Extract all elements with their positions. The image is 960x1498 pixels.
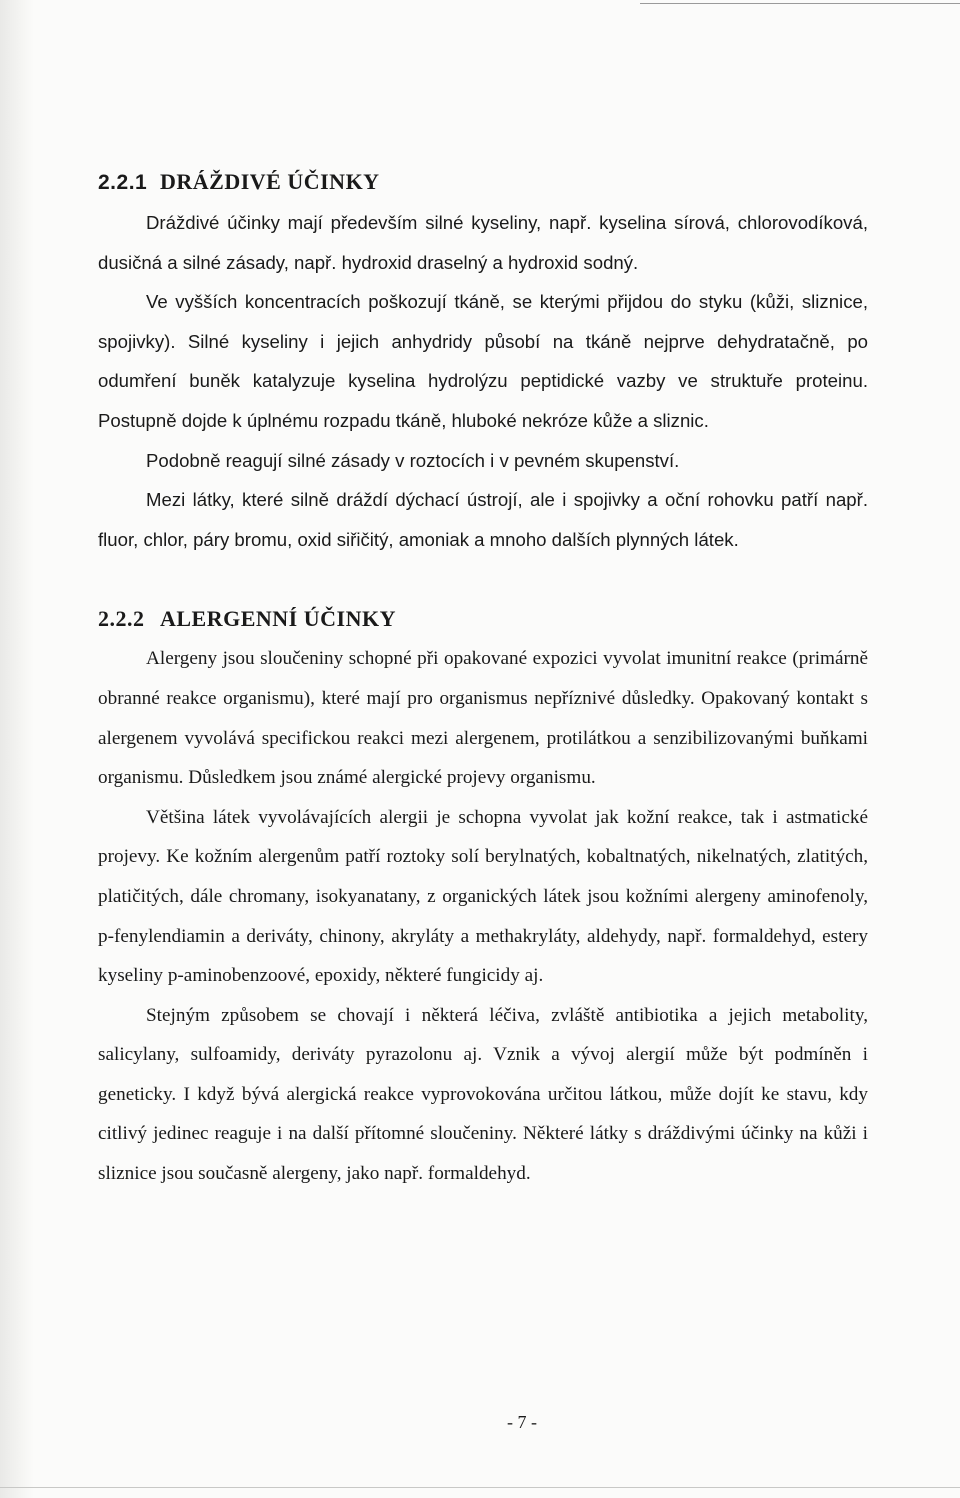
page-number: - 7 -	[507, 1412, 537, 1432]
section-title: ALERGENNÍ ÚČINKY	[160, 606, 396, 632]
scan-shadow-edge	[0, 0, 34, 1498]
document-body	[98, 162, 868, 1194]
paragraph: Stejným způsobem se chovají i některá léčiva, zvláště antibiotika a jejich metabolity, salicylany, sulfoamidy, deriváty pyrazolonu aj. Vznik a vývoj alergií může být podmíněn i geneticky. I když bývá alergická reakce vyprovokována určitou látkou, může dojít ke stavu, kdy citlivý jedinec reaguje i na další přítomné sloučeniny. Některé látky s dráždivými účinky na kůži i sliznice jsou současně alergeny, jako např. formaldehyd.	[98, 1004, 868, 1185]
paragraph: Většina látek vyvolávajících alergii je schopna vyvolat jak kožní reakce, tak i astmatické projevy. Ke kožním alergenům patří roztoky solí berylnatých, kobaltnatých, nikelnatých, zlatitých, platičitých, dále chromany, isokyanatany, z organických látek jsou kožními alergeny aminofenoly, p-fenylendiamin a deriváty, chinony, akryláty a methakryláty, aldehydy, např. formaldehyd, estery kyseliny p-aminobenzoové, epoxidy, některé fungicidy aj.	[98, 806, 868, 987]
section-drazdive-ucinky	[98, 162, 868, 559]
section-number: 2.2.1	[98, 171, 148, 194]
paragraph: Alergeny jsou sloučeniny schopné při opakované expozici vyvolat imunitní reakce (primárně obranné reakce organismu), které mají pro organismus nepříznivé důsledky. Opakovaný kontakt s alergenem vyvolává specifickou reakci mezi alergenem, protilátkou a senzibilizovanými buňkami organismu. Důsledkem jsou známé alergické projevy organismu.	[98, 648, 868, 789]
section-heading	[98, 162, 868, 203]
section-number: 2.2.2	[98, 606, 145, 632]
scan-artifact-line	[0, 1487, 960, 1488]
section-title: DRÁŽDIVÉ ÚČINKY	[160, 169, 380, 194]
paragraph: Podobně reagují silné zásady v roztocích i v pevném skupenství.	[146, 449, 680, 471]
section-heading	[98, 599, 868, 639]
paragraph: Mezi látky, které silně dráždí dýchací ústrojí, ale i spojivky a oční rohovku patří např. fluor, chlor, páry bromu, oxid siřičitý, amoniak a mnoho dalších plynných látek.	[98, 489, 868, 550]
paragraph: Ve vyšších koncentracích poškozují tkáně, se kterými přijdou do styku (kůži, sliznice, spojivky). Silné kyseliny i jejich anhydridy působí na tkáně nejprve dehydratačně, po odumření buněk katalyzuje kyselina hydrolýzu peptidické vazby ve struktuře proteinu. Postupně dojde k úplnému rozpadu tkáně, hluboké nekróze kůže a sliznic.	[98, 291, 868, 431]
scan-artifact-line	[640, 3, 960, 4]
paragraph: Dráždivé účinky mají především silné kyseliny, např. kyselina sírová, chlorovodíková, dusičná a silné zásady, např. hydroxid draselný a hydroxid sodný.	[98, 212, 868, 273]
section-alergenni-ucinky	[98, 599, 868, 1193]
page-footer	[0, 1412, 960, 1433]
